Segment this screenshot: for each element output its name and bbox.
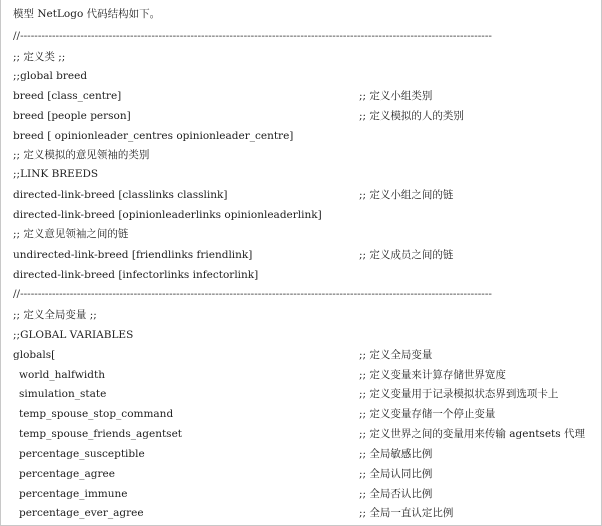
comment-text: ;; 全局一直认定比例 xyxy=(359,507,454,519)
code-line xyxy=(1,205,602,225)
code-line xyxy=(1,126,602,146)
comment-text: ;; 定义全局变量 xyxy=(359,349,433,361)
code-text: undirected-link-breed [friendlinks friendlink] xyxy=(13,249,253,261)
comment-text: ;; 全局否认比例 xyxy=(359,488,433,500)
intro-line xyxy=(1,4,602,24)
code-line xyxy=(1,404,602,424)
code-text: percentage_ever_agree xyxy=(19,507,144,519)
code-text: ;; 定义类 ;; xyxy=(13,51,66,63)
code-line xyxy=(1,245,602,265)
separator-line xyxy=(1,26,602,46)
separator-line xyxy=(1,284,602,304)
code-text: percentage_agree xyxy=(19,468,115,480)
code-line xyxy=(1,464,602,484)
code-text: directed-link-breed [opinionleaderlinks opinionleaderlink] xyxy=(13,209,322,221)
code-line xyxy=(1,424,602,444)
comment-text: ;; 定义小组类别 xyxy=(359,90,433,102)
code-line xyxy=(1,265,602,285)
comment-text: ;; 定义变量存储一个停止变量 xyxy=(359,408,496,420)
code-text: world_halfwidth xyxy=(19,369,105,381)
code-line xyxy=(1,444,602,464)
code-text: ;; 定义全局变量 ;; xyxy=(13,309,97,321)
comment-text: ;; 定义变量来计算存储世界宽度 xyxy=(359,369,506,381)
code-text: ;;GLOBAL VARIABLES xyxy=(13,329,134,341)
code-line xyxy=(1,484,602,504)
code-text: ;; 定义意见领袖之间的链 xyxy=(13,228,129,240)
code-text: breed [ opinionleader_centres opinionleader_centre] xyxy=(13,130,294,142)
code-text: ;;global breed xyxy=(13,70,88,82)
code-text: percentage_susceptible xyxy=(19,448,145,460)
code-line xyxy=(1,305,602,325)
comment-text: ;; 全局敏感比例 xyxy=(359,448,433,460)
code-text: temp_spouse_stop_command xyxy=(19,408,174,420)
code-line xyxy=(1,185,602,205)
code-line xyxy=(1,345,602,365)
code-text: percentage_immune xyxy=(19,488,128,500)
code-line xyxy=(1,164,602,184)
separator-text: //------------------------------------------------------------------------------------------------------------------------------------- xyxy=(13,30,492,42)
code-line xyxy=(1,106,602,126)
code-line xyxy=(1,384,602,404)
code-text: breed [people person] xyxy=(13,110,131,122)
code-line xyxy=(1,145,602,165)
code-line xyxy=(1,66,602,86)
code-text: directed-link-breed [infectorlinks infectorlink] xyxy=(13,269,259,281)
intro-text: 模型 NetLogo 代码结构如下。 xyxy=(13,8,161,20)
comment-text: ;; 定义世界之间的变量用来传输 agentsets 代理 xyxy=(359,428,585,440)
code-text: globals[ xyxy=(13,349,56,361)
code-text: directed-link-breed [classlinks classlink] xyxy=(13,189,228,201)
comment-text: ;; 定义模拟的人的类别 xyxy=(359,110,464,122)
code-text: simulation_state xyxy=(19,388,107,400)
code-text: ;; 定义模拟的意见领袖的类别 xyxy=(13,149,150,161)
comment-text: ;; 全局认同比例 xyxy=(359,468,433,480)
code-line xyxy=(1,325,602,345)
code-text: ;;LINK BREEDS xyxy=(13,168,99,180)
code-text: temp_spouse_friends_agentset xyxy=(19,428,183,440)
separator-text: //------------------------------------------------------------------------------------------------------------------------------------- xyxy=(13,288,492,300)
comment-text: ;; 定义成员之间的链 xyxy=(359,249,454,261)
code-line xyxy=(1,86,602,106)
code-line xyxy=(1,503,602,523)
code-line xyxy=(1,224,602,244)
code-line xyxy=(1,47,602,67)
comment-text: ;; 定义小组之间的链 xyxy=(359,189,454,201)
comment-text: ;; 定义变量用于记录模拟状态界到选项卡上 xyxy=(359,388,559,400)
code-line xyxy=(1,365,602,385)
code-text: breed [class_centre] xyxy=(13,90,122,102)
